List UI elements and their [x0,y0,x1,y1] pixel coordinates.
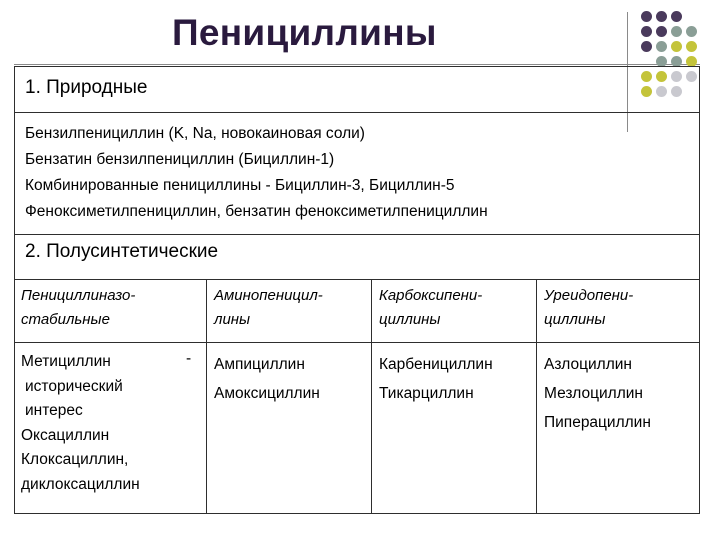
natural-penicillins-list [25,121,488,225]
drug-name: Азлоциллин [544,356,632,373]
decor-dot [671,26,682,37]
divider [15,112,699,113]
divider [15,279,699,280]
decor-dot [656,41,667,52]
page-title: Пенициллины [172,12,437,53]
drug-name: Пиперациллин [544,414,651,431]
penicillin-table [14,66,700,514]
column-divider [206,280,207,513]
drug-name: Мезлоциллин [544,385,643,402]
penicillinase-stable-list [21,350,140,497]
drug-name: Метициллин [21,353,111,370]
list-item: Бензатин бензилпенициллин (Бициллин-1) [25,151,335,168]
drug-name: Амоксициллин [214,385,320,402]
column-header-carboxypenicillins: Карбоксипени- циллины [379,287,483,328]
list-item: Бензилпенициллин (K, Na, новокаиновая соли) [25,125,365,142]
drug-name: Ампициллин [214,356,305,373]
carboxypenicillins-list [379,350,493,408]
drug-name: диклоксациллин [21,475,140,493]
column-divider [536,280,537,513]
column-divider [371,280,372,513]
list-item: Комбинированные пенициллины - Бициллин-3, Бициллин-5 [25,177,455,194]
drug-name: Тикарциллин [379,385,474,402]
decor-dot [686,26,697,37]
dash-separator: - [186,350,192,367]
decor-dot [641,11,652,22]
decor-dot [671,11,682,22]
column-header-ureidopenicillins: Уреидопени- циллины [544,287,634,328]
column-header-aminopenicillins: Аминопеницил- лины [214,287,323,328]
decor-dot [656,11,667,22]
decor-horizontal-line [14,64,700,65]
drug-note: интерес [25,402,83,419]
decor-dot [671,41,682,52]
divider [15,234,699,235]
column-header-penicillinase-stable: Пенициллиназо- стабильные [21,287,136,328]
list-item: Феноксиметилпенициллин, бензатин феноксиметилпенициллин [25,203,488,220]
drug-name: Карбенициллин [379,356,493,373]
divider [15,342,699,343]
drug-name: Оксациллин [21,426,110,444]
aminopenicillins-list [214,350,320,408]
decor-dot [656,26,667,37]
decor-dot [641,41,652,52]
decor-dot [686,41,697,52]
decor-dot [641,26,652,37]
drug-note: исторический [25,377,123,395]
ureidopenicillins-list [544,350,651,437]
drug-name: Клоксациллин, [21,451,129,468]
section-natural-heading: 1. Природные [25,77,148,98]
section-semisynthetic-heading: 2. Полусинтетические [25,241,219,262]
